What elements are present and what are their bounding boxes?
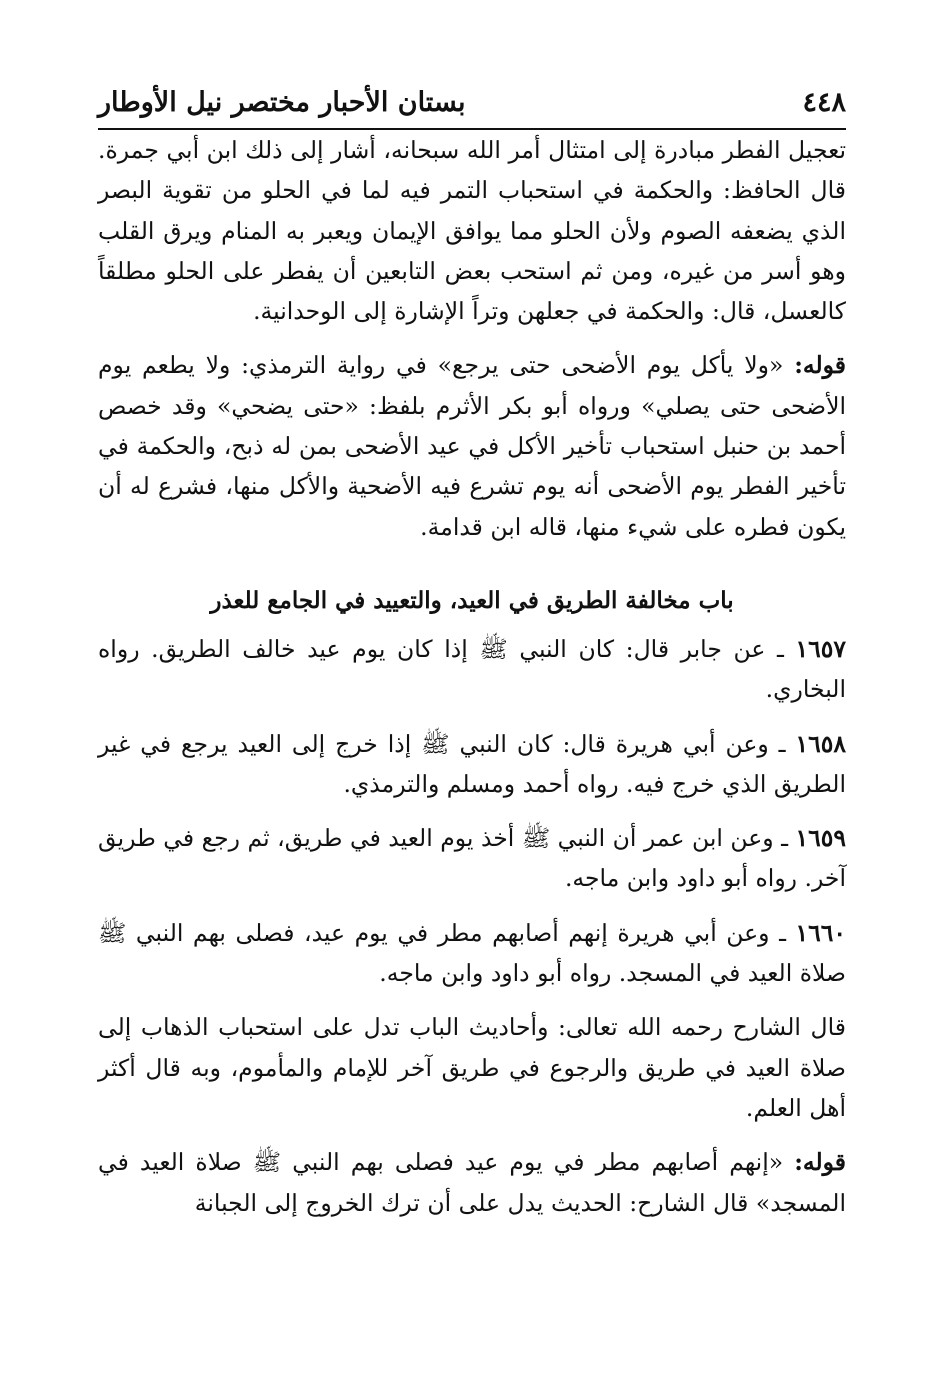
book-page [98,78,846,1223]
page-body [98,130,846,1223]
paragraph-text: «ولا يأكل يوم الأضحى حتى يرجع» في رواية الترمذي: ولا يطعم يوم الأضحى حتى يصلي» ورواه أبو بكر الأثرم بلفظ: «حتى يضحي» وقد خصص أحمد بن حنبل استحباب تأخير الأكل في عيد الأضحى بمن له ذبح، والحكمة في تأخير الفطر يوم الأضحى أنه يوم تشرع فيه الأضحية والأكل منها، فشرع له أن يكون فطره على شيء منها، قاله ابن قدامة. [98,351,846,541]
hadith-number: ١٦٥٨ [795,729,846,758]
hadith-1659 [98,818,846,899]
hadith-1658 [98,724,846,805]
paragraph-sharih: قال الشارح رحمه الله تعالى: وأحاديث الباب تدل على استحباب الذهاب إلى صلاة العيد في طريق والرجوع في طريق آخر للإمام والمأموم، وبه قال أكثر أهل العلم. [98,1013,846,1122]
paragraph-continuation: تعجيل الفطر مبادرة إلى امتثال أمر الله سبحانه، أشار إلى ذلك ابن أبي جمرة. قال الحافظ: والحكمة في استحباب التمر فيه لما في الحلو من تقوية البصر الذي يضعفه الصوم ولأن الحلو مما يوافق الإيمان ويعبر به المنام ويرق القلب وهو أسر من غيره، ومن ثم استحب بعض التابعين أن يفطر على الحلو مطلقاً كالعسل، قال: والحكمة في جعلهن وتراً الإشارة إلى الوحدانية. [98,136,846,326]
hadith-number: ١٦٥٧ [795,634,846,663]
hadith-1660 [98,913,846,994]
hadith-text: ـ عن جابر قال: كان النبي ﷺ إذا كان يوم عيد خالف الطريق. رواه البخاري. [98,634,846,704]
hadith-number: ١٦٦٠ [795,918,846,947]
hadith-1657 [98,629,846,710]
hadith-text: ـ وعن ابن عمر أن النبي ﷺ أخذ يوم العيد في طريق، ثم رجع في طريق آخر. رواه أبو داود وابن ماجه. [98,824,846,893]
hadith-text: ـ وعن أبي هريرة قال: كان النبي ﷺ إذا خرج إلى العيد يرجع في غير الطريق الذي خرج فيه. رواه أحمد ومسلم والترمذي. [98,729,846,798]
book-title: بستان الأحبار مختصر نيل الأوطار [98,87,466,118]
chapter-heading: باب مخالفة الطريق في العيد، والتعييد في الجامع للعذر [210,586,734,614]
paragraph-lead: قوله: [794,1148,846,1177]
paragraph-lead: قوله: [794,351,846,380]
page-header [98,78,846,130]
page-number: ٤٤٨ [802,87,846,118]
paragraph-qawluhu-adha [98,345,846,546]
hadith-text: ـ وعن أبي هريرة إنهم أصابهم مطر في يوم عيد، فصلى بهم النبي ﷺ صلاة العيد في المسجد. رواه أبو داود وابن ماجه. [98,918,846,988]
paragraph-text: «إنهم أصابهم مطر في يوم عيد فصلى بهم النبي ﷺ صلاة العيد في المسجد» قال الشارح: الحديث يدل على أن ترك الخروج إلى الجبانة [98,1148,846,1217]
paragraph-qawluhu-rain [98,1142,846,1223]
hadith-number: ١٦٥٩ [795,824,846,853]
